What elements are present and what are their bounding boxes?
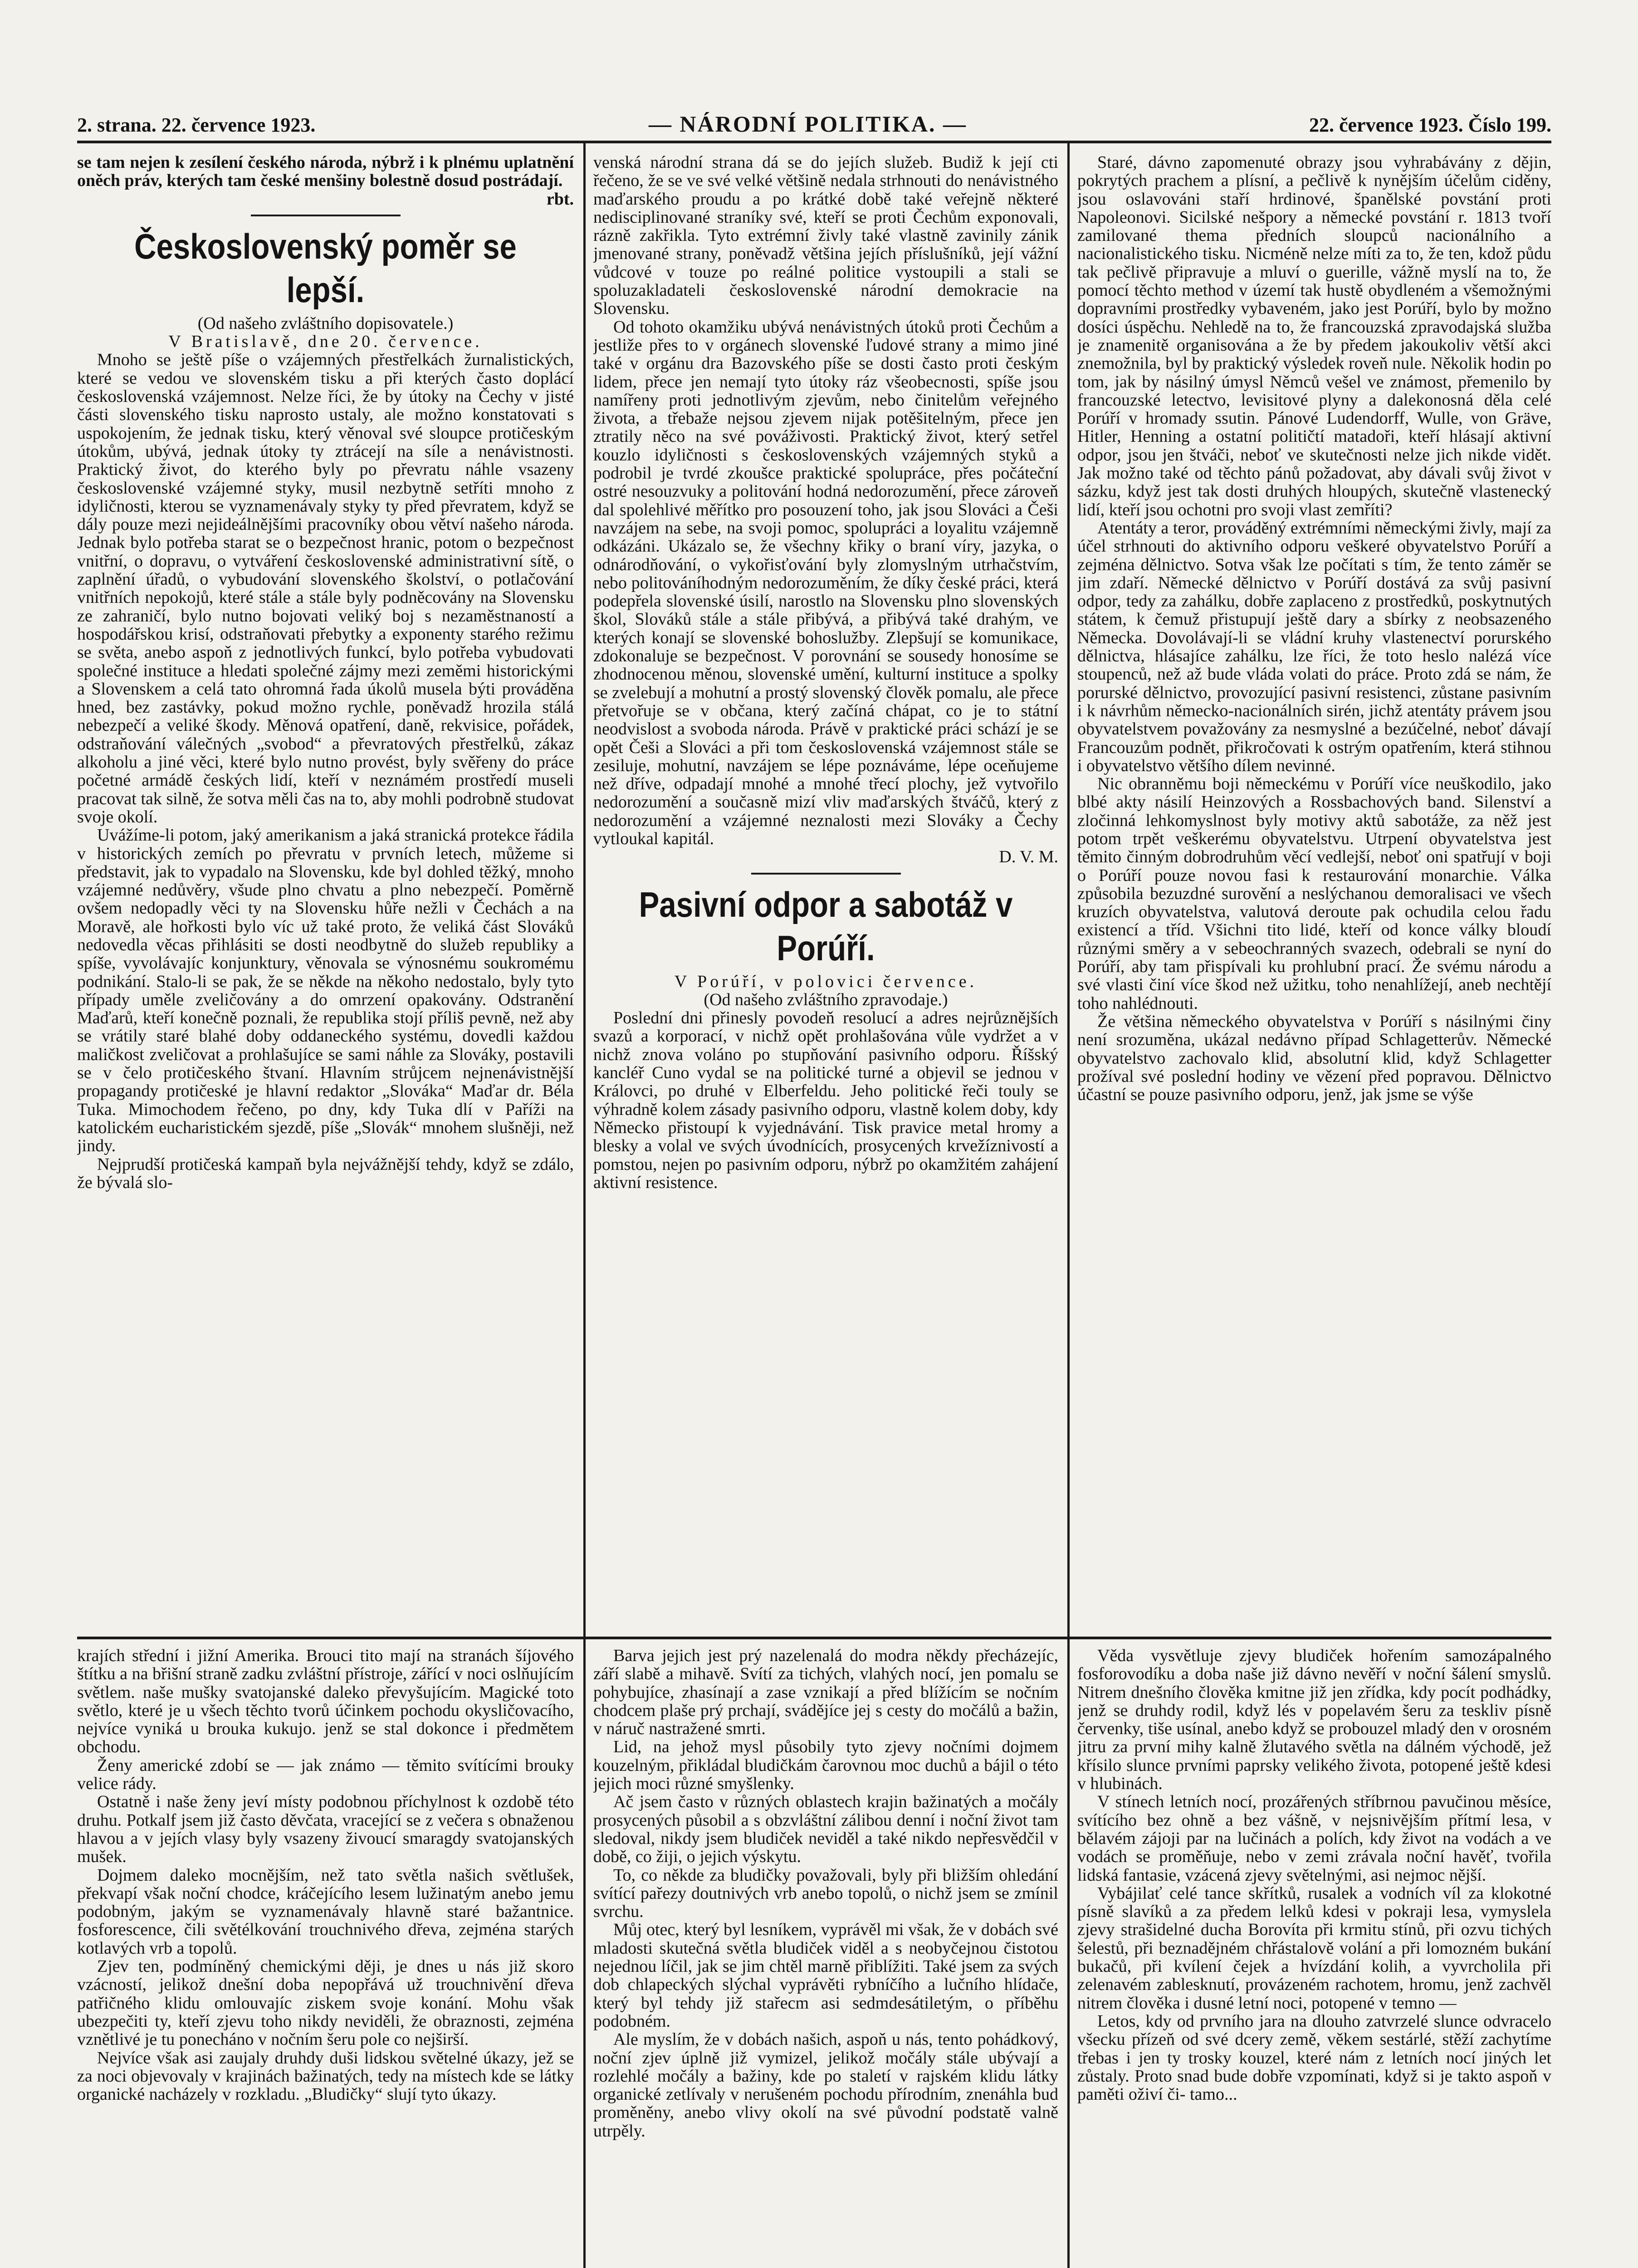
- dateline-ruhr: V Porúří, v polovici července.: [674, 972, 978, 991]
- column-3: [1077, 153, 1551, 1631]
- paragraph: Atentáty a teror, prováděný extrémními německými živly, mají za účel strhnouti do aktivního odporu veškeré obyvatelstvo Porúří a zejména dělnictvo. Sotva však lze počítati s tím, že tento záměr se jim zdaří. Německé dělnictvo v Porúří dostává za svůj pasivní odpor, tedy za zahálku, dobře zaplaceno z prostředků, poskytnutých státem, k čemuž přistupují ještě dary a sbírky z neobsazeného Německa. Dovolávají-li se vládní kruhy vlastenectví porurského dělnictva, hlásajíce zahálku, lze říci, že toto heslo nalézá více stoupenců, než až bude vláda volati do práce. Proto zdá se nám, že porurské dělnictvo, provozující pasivní resistenci, zůstane pasivním i k návrhům německo-nacionálních sirén, jichž atentáty právem jsou obyvatelstvem považovány za nesmyslné a bezúčelné, neboť dávají Francouzům podnět, přikročovati k ostrým opatřením, která stihnou i obyvatelstvo většího dílem nevinné.: [1077, 518, 1551, 775]
- paragraph: Zjev ten, podmíněný chemickými ději, je dnes u nás již skoro vzácností, jelikož dnešní doba nepopřává už trouchnivění dřeva patřičného klidu omlouvajíc ziskem svoje konání. Mohu však ubezpečiti ty, kteří zjevu toho nikdy neviděli, že obraznosti, zejména vznětlivé je tu ponecháno v nočním šeru pole co nejširší.: [77, 1957, 574, 2049]
- paragraph: Ale myslím, že v dobách našich, aspoň u nás, tento pohádkový, noční zjev úplně již vymizel, jelikož močály stále ubývají a rozlehlé močály a bažiny, kde po staletí v rajském klidu látky organické zetlívaly v nerušeném pochodu přírodním, znenáhla bud proměněny, anebo vlivy okolí na své původní podstatě valně utrpěly.: [593, 2030, 1058, 2141]
- masthead-rule: [77, 141, 1551, 143]
- newspaper-page: [77, 104, 1551, 2268]
- headline-cs-relations: Československý poměr se lepší.: [134, 226, 517, 310]
- paragraph: Lid, na jehož mysl působily tyto zjevy nočními dojmem kouzelným, přikládal bludičkám čarovnou moc duchů a bájil o této jejich moci různé smyšlenky.: [593, 1737, 1058, 1794]
- dateline-bratislava: V Bratislavě, dne 20. července.: [168, 332, 483, 352]
- paragraph: Ženy americké zdobí se — jak známo — těmito svítícími brouky velice rády.: [77, 1755, 574, 1794]
- paragraph: Uvážíme-li potom, jaký amerikanism a jaká stranická protekce řádila v historických zemích po převratu v prvních letech, můžeme si představit, jak to vypadalo na Slovensku, kde byl dohled těžký, mnoho vzájemné nedůvěry, všude plno chvatu a plno nebezpečí. Poměrně ovšem nedopadly věci ty na Slovensku hůře nežli v Čechách a na Moravě, ale hořkosti bylo víc už také proto, že veliká část Slováků nedovedla věcas přihlásiti se dosti neodbytně do služeb republiky a spíše, vyvolávajíc konjunktury, věnovala se výnosnému soukromému podnikání. Stalo-li se pak, že se někde na někoho nedostalo, byly tyto případy uměle zveličovány a do omrzení opakovány. Odstranění Maďarů, kteří konečně poznali, že republika stojí příliš pevně, než aby se vrátily staré blahé doby oddaneckého systému, dovedli každou maličkost zveličovat a prohlašujíce se sami náhle za Slováky, postavili se v čelo protičeského štvaní. Hlavním strůjcem nejnenávistnější propagandy protičeské je hlavní redaktor „Slováka“ Maďar dr. Béla Tuka. Mimochodem řečeno, po dny, kdy Tuka dlí v Paříži na katolickém eucharistickém sjezdě, píše „Slovák“ mnohem slušněji, než jindy.: [77, 826, 574, 1156]
- paragraph: Že většina německého obyvatelstva v Porúří s násilnými činy není srozuměna, ukázal nedávno případ Schlagetterův. Německé obyvatelstvo zachovalo klid, absolutní klid, když Schlagetter prožíval své poslední hodiny ve vězení před popravou. Dělnictvo účastní se pouze pasivního odporu, jenž, jak jsme se výše: [1077, 1012, 1551, 1105]
- paragraph: Věda vysvětluje zjevy bludiček hořením samozápalného fosforovodíku a doba naše již dávno nevěří v noční šálení smyslů. Nitrem dnešního člověka kmitne již jen zřídka, kdy pocít podhádky, jenž se druhdy rodil, když lés v popelavém šeru za teskliv písně červenky, tiše usínal, anebo když se probouzel mladý den v orosném jitru za první mihy kalně žlutavého světla na dálném východě, jež křísilo slunce prvními paprsky velikého života, potopené ještě kdesi v hlubinách.: [1077, 1647, 1551, 1794]
- paragraph: Nejprudší protičeská kampaň byla nejvážnější tehdy, když se zdálo, že bývalá slo-: [77, 1154, 574, 1192]
- feuilleton-column-2: [593, 1647, 1058, 2268]
- column-1: [77, 153, 574, 1631]
- feuilleton-column-1: [77, 1647, 574, 2268]
- page-number-date: 2. strana. 22. července 1923.: [77, 114, 316, 136]
- paragraph: Ač jsem často v různých oblastech krajin bažinatých a močály prosycených působil a s obzvláštní zálibou denní i noční život tam sledoval, nikdy jsem bludiček neviděl a také nikdo nepřesvědčil v době, co žiji, o jejich výskytu.: [593, 1792, 1058, 1867]
- paragraph: Dojmem daleko mocnějším, než tato světla našich světlušek, překvapí však noční chodce, kráčejícího lesem lužinatým anebo jemu podobným, jakým se vyznamenávaly hlavně staré bažantnice. fosforescence, čili světélkování trouchnivého dřeva, zejména starých kotlavých vrb a topolů.: [77, 1865, 574, 1958]
- masthead: [77, 104, 1551, 141]
- column-divider-2: [1067, 143, 1070, 2268]
- feuilleton-divider: [77, 1637, 1551, 1639]
- issue-date-number: 22. července 1923. Číslo 199.: [1309, 114, 1551, 136]
- paragraph: Vybájilať celé tance skřítků, rusalek a vodních víl za klokotné písně slavíků a za předem lelků kdesi v pokraji lesa, vymyslela zjevy strašidelné ducha Borovíta při krmitu stínů, při ozvu tichých šelestů, při beznadějném chřástalově volání a při lomozném bukání bukačů, při kvílení čejek a hvízdání kolih, a vyvrcholila při zelenavém zablesknutí, provázeném rachotem, hromu, jenž zachvěl nitrem člověka i dusné letní noci, potopené v temno —: [1077, 1883, 1551, 2013]
- paragraph: Nic obranněmu boji německému v Porúří více neuškodilo, jako blbé akty násilí Heinzových a Rossbachových band. Silenství a zločinná lehkomyslnost byly motivy aktů sabotáže, za něž jest potom trpět veškerému obyvatelstvu. Utrpení obyvatelstva jest těmito činným dobrodruhům věcí vedlejší, neboť oni spatřují v boji o Porúří pouze novou fasi k restaurování monarchie. Válka způsobila bezuzdné surovění a neslýchanou demoralisaci ve všech kruzích obyvatelstva, valutová deroute pak ochudila celou řadu existencí a tříd. Všichni tito lidé, kteří od konce války bloudí různými směry a v sebeochranných svazech, odebrali se nyní do Porúří, aby tam přispívali ku prohlubní prací. Že svému národu a své vlasti činí více škod než užitku, toho nenahlížejí, aneb nechtějí toho nahlédnouti.: [1077, 774, 1551, 1013]
- paragraph: Od tohoto okamžiku ubývá nenávistných útoků proti Čechům a jestliže přes to v orgánech slovenské ľudové strany a mimo jiné také v orgánu dra Bazovského píše se dosti často proti českým lidem, přece jen nemají tyto útoky ráz všeobecnosti, spíše jsou namířeny proti jednotlivým zjevům, nebo činitelům veřejného života, a třebaže nejsou zjevem nijak potěšitelným, přece jen ztratily něco na své pováživosti. Praktický život, který setřel kouzlo idyličnosti s československých vzájemných styků a podrobil je tvrdé zkoušce praktické spolupráce, přes počáteční ostré nesouzvuky a politování hodná nedorozumění, přece zároveň dal spolehlivé měřítko pro posouzení toho, jak jsou Slováci a Češi navzájem na sebe, na svoji pomoc, spolupráci a loyalitu vzájemně odkázáni. Ukázalo se, že všechny křiky o braní víry, jazyka, o odnárodňování, o vykořisťování byly zlomyslným utrhačstvím, nebo politováníhodným nedorozuměním, že díky české práci, která podepřela slovenské úsilí, narostlo na Slovensku plno slovenských škol, Slováků stále a stále přibývá, a přibývá také drahým, ve kterých konají se slovenské bohoslužby. Zlepšují se komunikace, zdokonaluje se bezpečnost. V porovnání se sousedy honosíme se zhodnocenou měnou, slovenské umění, kulturní instituce a spolky se zvelebují a mohutní a prostý slovenský člověk pomalu, ale přece přetvořuje se v občana, který začíná chápat, co je to státní neodvislost a svoboda národa. Právě v praktické práci schází je se opět Češi a Slováci a při tom československá vzájemnost stále se zesiluje, mohutní, navzájem se lépe poznáváme, lépe oceňujeme než dříve, odpadají mnohé a mnohé třecí plochy, jež vytvořilo nedorozumění a současně mizí vliv maďarských štváčů, který z nedorozumění a vzájemné neznalosti mezi Slováky a Čechy vytloukal kapitál.: [593, 317, 1058, 848]
- paragraph: Staré, dávno zapomenuté obrazy jsou vyhrabávány z dějin, pokrytých prachem a plísní, a pečlivě k nynějším účelům ciděny, jsou oslavováni staří hrdinové, španělské povstání proti Napoleonovi. Sicilské nešpory a německé povstání r. 1813 tvoří zamilované thema předních sloupců nacionálního a nacionalistického tisku. Nicméně nelze míti za to, že ten, kdož půdu tak pečlivě připravuje a mluví o guerille, vážně myslí na to, že pomocí těchto method v území tak hustě obydleném a všemožnými dopravními prostředky vybaveném, jako jest Porúří, bylo by možno dosíci úspěchu. Nehledě na to, že francouzská zpravodajská služba je znamenitě organisována a že by předem jakoukoliv větší akci znemožnila, byl by praktický výsledek roveň nule. Několik hodin po tom, jak by násilný úmysl Němců vešel ve známost, přemenilo by francouzské letectvo, levisitové plyny a dalekonosná děla celé Porúří v hromady ssutin. Pánové Ludendorff, Wulle, von Gräve, Hitler, Henning a ostatní političtí matadoři, kteří hlásají aktivní odpor, jsou jen štváči, neboť ve skutečnosti nelze jich nikde vidět. Jak možno také od těchto pánů požadovat, aby dávali svůj život v sázku, když jest tak dosti druhých hloupých, skutečně vlastenecký lidí, kteří jsou ochotni pro svoji vlast zemříti?: [1077, 153, 1551, 519]
- paragraph: Barva jejich jest prý nazelenalá do modra někdy přecházejíc, září slabě a mihavě. Svítí za tichých, vlahých nocí, jen pomalu se pohybujíce, zhasínají a zase vznikají a před blížícím se nočním chodcem plaše prý prchají, svádějíce jej s cesty do močálů a bažin, v náruč nastražené smrti.: [593, 1647, 1058, 1739]
- paragraph: Poslední dni přinesly povodeň resolucí a adres nejrůznějších svazů a korporací, v nichž opět prohlašována vůle vydržet a v nichž znova voláno po stupňování pasivního odporu. Říšský kancléř Cuno vydal se na politické turné a objevil se jednou v Královci, po druhé v Elberfeldu. Jeho politické řeči touly se výhradně kolem zásady pasivního odporu, vlastně kolem doby, kdy Německo přistoupí k vyjednávání. Tisk pravice metal hromy a blesky a volal ve svých úvodnících, prosycených krvežíznivostí a pomstou, nejen po pasivním odporu, nýbrž po okamžitém zahájení aktivní resistence.: [593, 1008, 1058, 1192]
- byline-correspondent: (Od našeho zvláštního dopisovatele.): [197, 313, 454, 333]
- paragraph: krajích střední i jižní Amerika. Brouci tito mají na stranách šíjového štítku a na břišní straně zadku zvláštní přístroje, zářící v noci oslňujícím světlem. naše mušky svatojanské daleko převyšujícím. Magické toto světlo, které je u všech těchto tvorů účinkem pochodu okysličovacího, nejvíce vyniká u brouka kukujo. jenž se stal dokonce i předmětem obchodu.: [77, 1647, 574, 1757]
- paragraph: Letos, kdy od prvního jara na dlouho zatvrzelé slunce odvracelo všecku přízeň od své dcery země, věkem sestárlé, stěží zachytíme třebas i jen ty trosky kouzel, které nám z letních nocí jiných let zůstaly. Proto snad bude dobře vzpomínati, když si je takto aspoň v paměti oživí či- tamo...: [1077, 2011, 1551, 2104]
- short-divider: [751, 873, 901, 875]
- paragraph: Nejvíce však asi zaujaly druhdy duši lidskou světelné úkazy, jež se za noci objevovaly v krajinách bažinatých, tedy na místech kde se látky organické nacházely v rozkladu. „Bludičky“ slují tyto úkazy.: [77, 2048, 574, 2104]
- paragraph: To, co někde za bludičky považovali, byly při bližším ohledání svítící pařezy doutnivých vrb anebo topolů, o nichž jsem se zmínil svrchu.: [593, 1865, 1058, 1921]
- paragraph: Můj otec, který byl lesníkem, vyprávěl mi však, že v dobách své mladosti skutečná světla bludiček viděl a s neobyčejnou čistotou nejednou líčil, jak se jim chtěl marně přiblížiti. Také jsem za svých dob chlapeckých slýchal vyprávěti rybníčího a lučního hlídače, který byl tehdy již stařecm asi sedmdesátiletým, o příběhu podobném.: [593, 1920, 1058, 2031]
- byline-correspondent: (Od našeho zvláštního zpravodaje.): [704, 990, 948, 1009]
- article-continuation: se tam nejen k zesílení českého národa, nýbrž i k plnému uplatnění oněch práv, kterých tam české menšiny bolestně dosud postrádají.: [77, 153, 574, 191]
- paragraph: Ostatně i naše ženy jeví místy podobnou příchylnost k ozdobě této druhu. Potkalf jsem již často děvčata, vracející se z večera s obnaženou hlavou a v jejích vlasy byly vsazeny živoucí smaragdy svatojanských mušek.: [77, 1792, 574, 1867]
- column-divider-1: [583, 143, 586, 2268]
- column-2: [593, 153, 1058, 1631]
- signature-rbt: rbt.: [546, 189, 574, 209]
- headline-ruhr: Pasivní odpor a sabotáž v Porúří.: [639, 884, 1013, 968]
- newspaper-title: — NÁRODNÍ POLITIKA. —: [649, 111, 967, 137]
- short-divider: [251, 215, 401, 216]
- paragraph: V stínech letních nocí, prozářených stříbrnou pavučinou měsíce, svítícího bez ohně a bez vášně, v nejsnivějším přítmí lesa, v bělavém zájoji par na lučinách a polích, kdy život na vodách a ve vodách se proměňuje, nebo v zemi zrávala noční havěť, tvořila lidská fantasie, vzácená zjevy světelnými, asi nejmoc nější.: [1077, 1792, 1551, 1885]
- paragraph: venská národní strana dá se do jejích služeb. Budiž k její cti řečeno, že se ve své velké většině nedala strhnouti do nenávistného maďarského proudu a po krátké době také veřejně některé nedisciplinované straníky své, kteří se proti Čechům exponovali, rázně zakřikla. Tyto extrémní živly také vlastně zavinily zánik jmenované strany, poněvadž většina jejích příslušníků, její vážní vůdcové v touze po reálné politice vystoupili a stali se spoluzakladateli československé národní demokracie na Slovensku.: [593, 153, 1058, 318]
- signature-dvm: D. V. M.: [999, 847, 1058, 867]
- paragraph: Mnoho se ještě píše o vzájemných přestřelkách žurnalistických, které se vedou ve slovenském tisku a při kterých často doplácí československá vzájemnost. Nelze říci, že by útoky na Čechy v jisté části slovenského tisku naprosto ustaly, ale možno konstatovati s uspokojením, že jednak tisku, který věnoval své sloupce protičeským útokům, ubývá, jednak útoky ty ztrácejí na síle a nenávistnosti. Praktický život, do kterého byly po převratu náhle vsazeny československé vzájemné styky, musil nezbytně setříti mnoho z idyličnosti, kterou se vyznamenávaly styky ty před převratem, když se dály pouze mezi nejideálnějšími pracovníky obou větví našeho národa. Jednak bylo potřeba starat se o bezpečnost hranic, potom o bezpečnost vnitřní, o dopravu, o vytváření československé administrativní sítě, o zaplnění úřadů, o vybudování slovenského školství, o potlačování vnitřních nepokojů, které stále a stále byly podněcovány na Slovensku ze zahraničí, bylo nutno bojovati veliký boj s nezaměstnaností a hospodářskou krisí, odstraňovati přebytky a exponenty starého režimu se světa, anebo aspoň z jednotlivých funkcí, bylo potřeba vybudovati společné instituce a hledati společné zájmy mezi zeměmi historickými a Slovenskem a celá tato ohromná řada úkolů musela býti prováděna hned, bez zastávky, pokud možno rychle, poněvadž hrozila stálá nebezpečí a veliké škody. Měnová opatření, daně, rekvisice, pořádek, odstraňování válečných „svobod“ a převratových přestřelků, zákaz alkoholu a jiné věci, které bylo nutno provést, byly svěřeny do práce početné armádě českých lidí, kteří v neznámém prostředí museli pracovat tak silně, že sotva měli čas na to, aby mohli podrobně studovat svoje okolí.: [77, 350, 574, 826]
- feuilleton-column-3: [1077, 1647, 1551, 2268]
